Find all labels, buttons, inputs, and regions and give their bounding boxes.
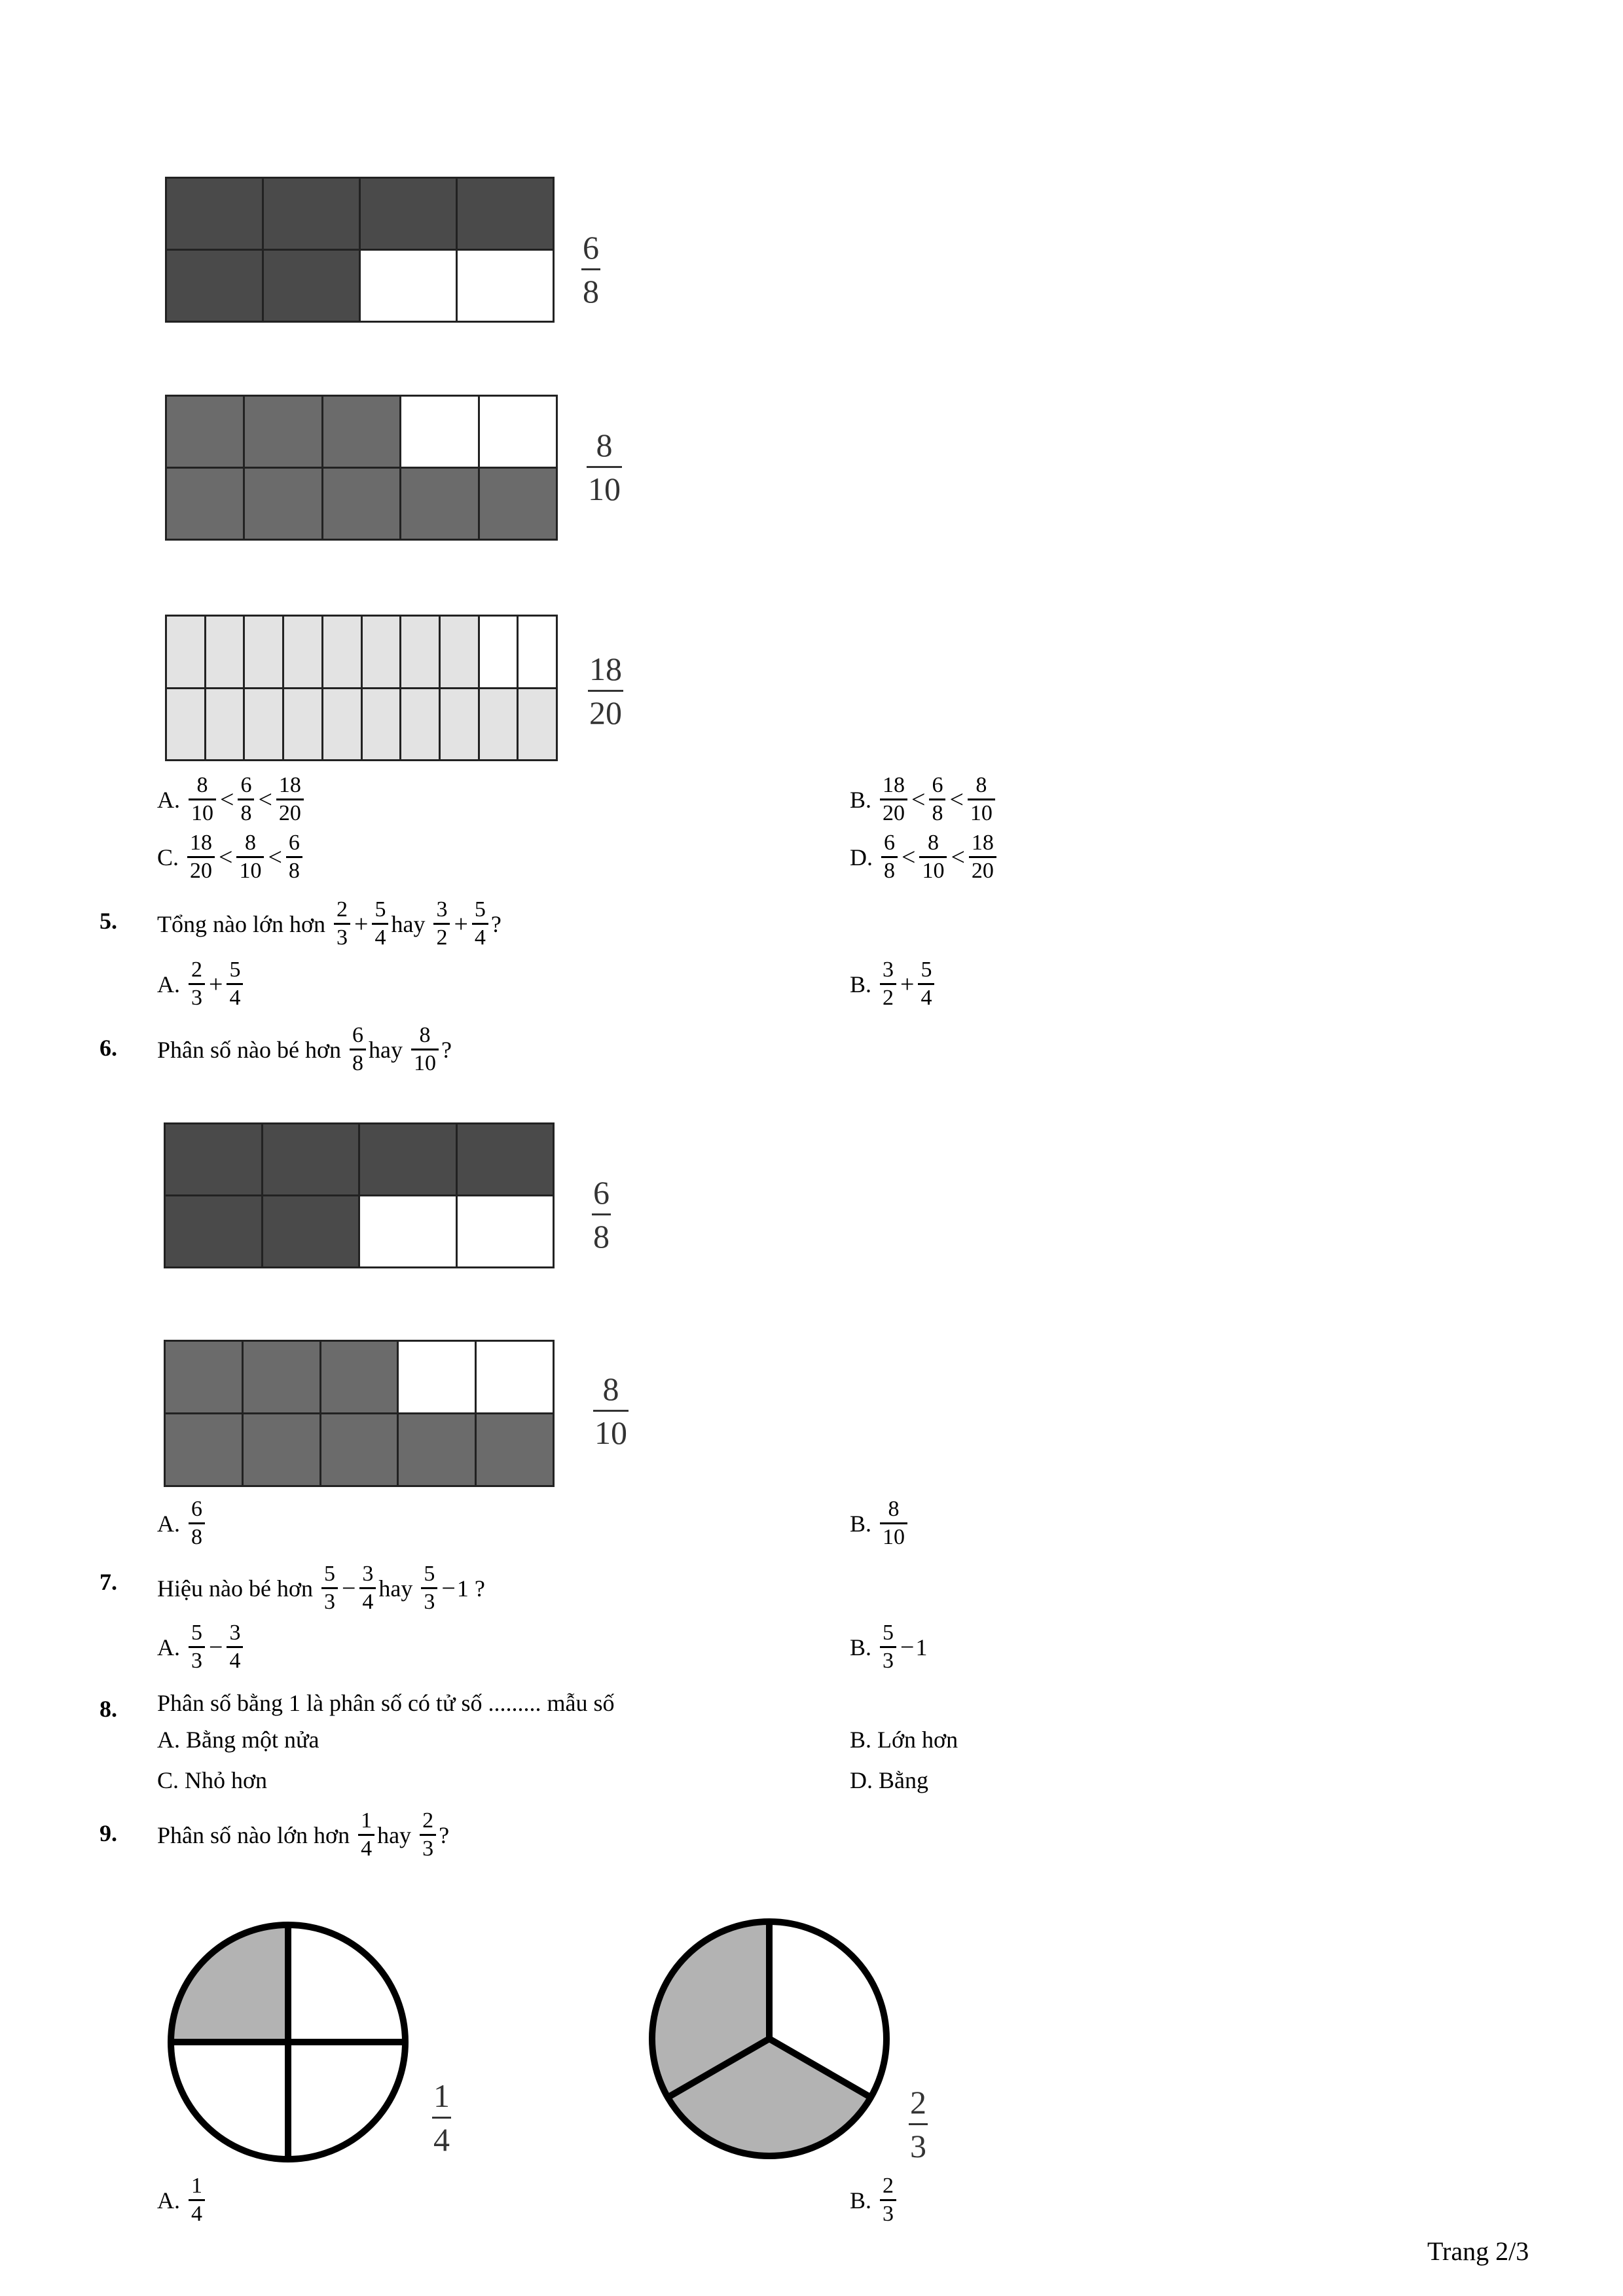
shaded-cell — [363, 617, 400, 687]
shaded-cell — [245, 617, 282, 687]
shaded-cell — [323, 689, 361, 760]
q5-question: Tổng nào lớn hơn $\frac{2}{3}$ + $\frac{5}{4}$ hay $\frac{3}{2}$ + $\frac{5}{4}$ ? — [157, 897, 501, 950]
bar-label-18-20: 18 20 — [588, 648, 623, 734]
unshaded-cell — [458, 251, 553, 321]
shaded-cell — [361, 179, 456, 249]
circle-quarter-diagram — [157, 1911, 419, 2173]
shaded-cell — [519, 689, 556, 760]
circle-label-1-4: 1 4 — [432, 2075, 451, 2161]
option-label: D. — [850, 844, 879, 870]
fraction: $\frac{18}{20}$ — [880, 772, 907, 827]
q6-number: 6. — [100, 1035, 117, 1061]
fraction: $\frac{8}{10}$ — [968, 772, 995, 827]
shaded-cell — [167, 617, 204, 687]
less-than-sign: < — [258, 785, 272, 814]
shaded-cell — [360, 1124, 456, 1194]
q7-option-b[interactable]: B. $\frac{5}{3}$ − 1 — [850, 1621, 928, 1673]
shaded-cell — [263, 1124, 359, 1194]
shaded-cell — [477, 1414, 553, 1485]
shaded-cell — [245, 397, 321, 467]
q6-fraction-bar-8-10 — [164, 1340, 555, 1487]
shaded-cell — [399, 1414, 475, 1485]
fraction: $\frac{18}{20}$ — [276, 772, 304, 827]
q6-option-a[interactable]: A. $\frac{6}{8}$ — [157, 1496, 208, 1551]
fraction: $\frac{18}{20}$ — [969, 830, 996, 884]
less-than-sign: < — [219, 843, 233, 871]
fraction-bar-18-20 — [165, 615, 558, 761]
q8-option-a[interactable]: A. Bằng một nửa — [157, 1727, 319, 1753]
fraction: $\frac{8}{10}$ — [919, 830, 947, 884]
q4-option-d[interactable] — [850, 830, 999, 884]
less-than-sign: < — [902, 843, 916, 871]
shaded-cell — [206, 617, 244, 687]
q8-option-b[interactable]: B. Lớn hơn — [850, 1727, 958, 1753]
option-label: B. — [850, 786, 878, 813]
q5-option-b[interactable]: B. $\frac{3}{2}$ + $\frac{5}{4}$ — [850, 957, 937, 1011]
unshaded-cell — [458, 1196, 553, 1266]
bar-label-8-10: 8 10 — [587, 424, 622, 510]
shaded-cell — [321, 1342, 397, 1412]
q6-fraction-bar-6-8 — [164, 1122, 555, 1268]
shaded-cell — [244, 1342, 319, 1412]
shaded-cell — [323, 469, 399, 539]
shaded-cell — [167, 469, 243, 539]
less-than-sign: < — [268, 843, 282, 871]
q4-option-a[interactable] — [157, 772, 306, 827]
fraction: $\frac{8}{10}$ — [236, 830, 264, 884]
fraction: $\frac{8}{10}$ — [189, 772, 216, 827]
shaded-cell — [284, 617, 321, 687]
q8-question: Phân số bằng 1 là phân số có tử số ......... mẫu số — [157, 1690, 615, 1716]
shaded-cell — [321, 1414, 397, 1485]
shaded-cell — [458, 179, 553, 249]
less-than-sign: < — [951, 843, 965, 871]
option-label: A. — [157, 786, 186, 813]
q7-question: Hiệu nào bé hơn $\frac{5}{3}$ − $\frac{3}{4}$ hay $\frac{5}{3}$ − 1 ? — [157, 1562, 485, 1614]
less-than-sign: < — [220, 785, 234, 814]
shaded-cell — [167, 397, 243, 467]
shaded-cell — [458, 1124, 553, 1194]
q8-option-d[interactable]: D. Bằng — [850, 1767, 928, 1793]
shaded-cell — [166, 1124, 261, 1194]
page-number: Trang 2/3 — [1427, 2236, 1529, 2266]
circle-third-diagram — [638, 1908, 900, 2170]
shaded-cell — [401, 617, 439, 687]
q5-number: 5. — [100, 908, 117, 934]
bar-label-6-8: 6 8 — [581, 226, 600, 312]
q8-option-c[interactable]: C. Nhỏ hơn — [157, 1767, 268, 1793]
fraction-bar-6-8 — [165, 177, 555, 323]
shaded-cell — [323, 397, 399, 467]
q6-bar-label-6-8: 6 8 — [592, 1172, 611, 1257]
fraction: $\frac{6}{8}$ — [881, 830, 898, 884]
fraction: $\frac{6}{8}$ — [929, 772, 945, 827]
unshaded-cell — [480, 617, 517, 687]
q9-number: 9. — [100, 1820, 117, 1846]
shaded-cell — [401, 469, 477, 539]
less-than-sign: < — [911, 785, 926, 814]
shaded-cell — [401, 689, 439, 760]
shaded-cell — [480, 469, 556, 539]
shaded-cell — [441, 617, 478, 687]
fraction: $\frac{6}{8}$ — [238, 772, 254, 827]
shaded-cell — [245, 689, 282, 760]
shaded-cell — [167, 179, 262, 249]
fraction: $\frac{6}{8}$ — [286, 830, 302, 884]
shaded-cell — [441, 689, 478, 760]
shaded-cell — [167, 251, 262, 321]
shaded-cell — [323, 617, 361, 687]
unshaded-cell — [519, 617, 556, 687]
shaded-cell — [167, 689, 204, 760]
q5-option-a[interactable]: A. $\frac{2}{3}$ + $\frac{5}{4}$ — [157, 957, 246, 1011]
q4-option-c[interactable] — [157, 830, 305, 884]
shaded-cell — [284, 689, 321, 760]
shaded-cell — [245, 469, 321, 539]
shaded-cell — [264, 179, 359, 249]
less-than-sign: < — [949, 785, 964, 814]
unshaded-cell — [360, 1196, 456, 1266]
fraction-bar-8-10 — [165, 395, 558, 541]
shaded-cell — [264, 251, 359, 321]
shaded-cell — [166, 1196, 261, 1266]
q6-question: Phân số nào bé hơn $\frac{6}{8}$ hay $\frac{8}{10}$ ? — [157, 1023, 452, 1075]
unshaded-cell — [361, 251, 456, 321]
shaded-cell — [166, 1342, 242, 1412]
option-label: C. — [157, 844, 185, 870]
unshaded-cell — [401, 397, 477, 467]
shaded-cell — [480, 689, 517, 760]
q6-bar-label-8-10: 8 10 — [593, 1368, 629, 1454]
q9-option-b[interactable]: B. $\frac{2}{3}$ — [850, 2173, 899, 2227]
shaded-cell — [206, 689, 244, 760]
q7-number: 7. — [100, 1569, 117, 1595]
q9-question: Phân số nào lớn hơn $\frac{1}{4}$ hay $\frac{2}{3}$ ? — [157, 1808, 450, 1861]
circle-label-2-3: 2 3 — [909, 2081, 928, 2167]
q8-number: 8. — [100, 1696, 117, 1722]
shaded-cell — [263, 1196, 359, 1266]
unshaded-cell — [399, 1342, 475, 1412]
fraction: $\frac{18}{20}$ — [187, 830, 215, 884]
unshaded-cell — [477, 1342, 553, 1412]
shaded-cell — [244, 1414, 319, 1485]
shaded-cell — [166, 1414, 242, 1485]
q4-option-b[interactable] — [850, 772, 998, 827]
q7-option-a[interactable]: A. $\frac{5}{3}$ − $\frac{3}{4}$ — [157, 1620, 246, 1674]
q6-option-b[interactable]: B. $\frac{8}{10}$ — [850, 1496, 910, 1551]
unshaded-cell — [480, 397, 556, 467]
q9-option-a[interactable]: A. $\frac{1}{4}$ — [157, 2173, 208, 2227]
shaded-cell — [363, 689, 400, 760]
